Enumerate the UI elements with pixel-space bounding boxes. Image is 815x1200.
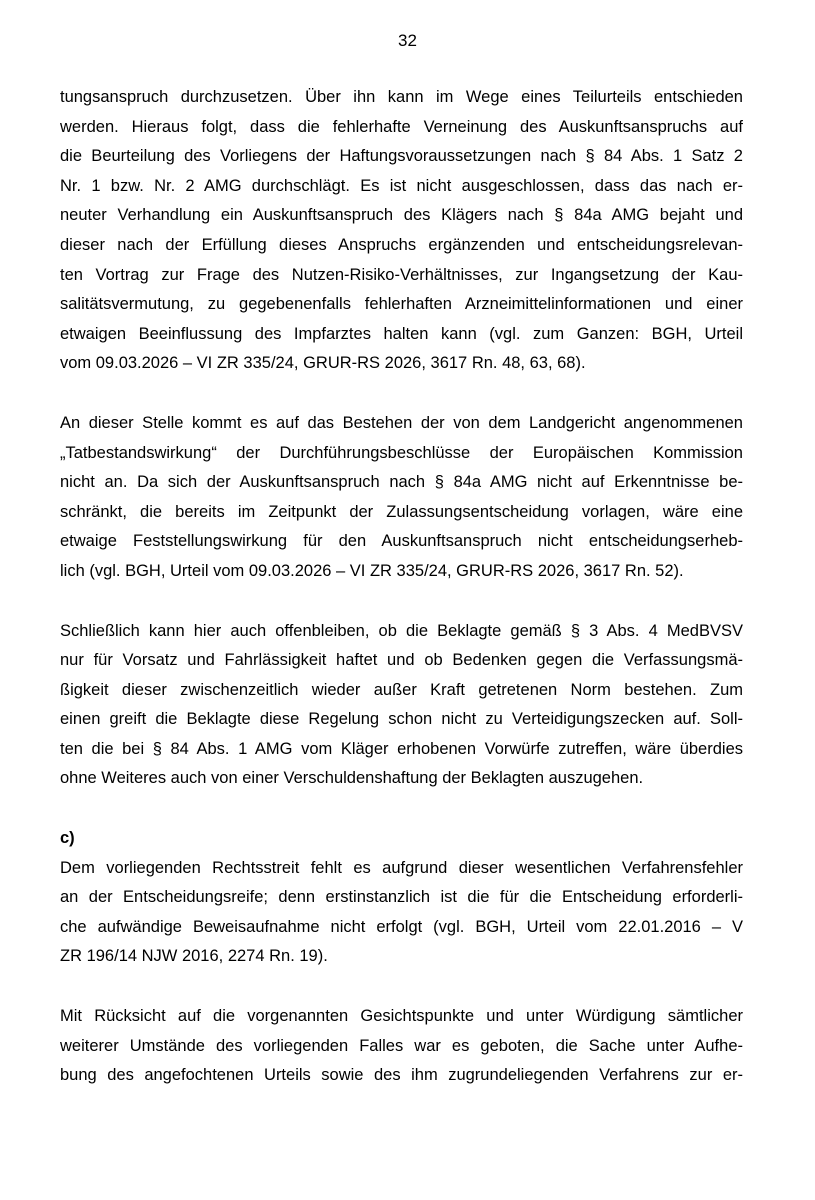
text-line: bung des angefochtenen Urteils sowie des ihm zugrundeliegenden Verfahrens zur er- bbox=[60, 1066, 743, 1085]
paragraph-spacer bbox=[60, 972, 743, 1002]
text-line: dieser nach der Erfüllung dieses Anspruchs ergänzenden und entscheidungsrelevan- bbox=[60, 235, 743, 254]
text-line: „Tatbestandswirkung“ der Durchführungsbeschlüsse der Europäischen Kommission bbox=[60, 443, 743, 462]
text-line: An dieser Stelle kommt es auf das Bestehen der von dem Landgericht angenommenen bbox=[60, 413, 743, 432]
text-line: weiterer Umstände des vorliegenden Falles war es geboten, die Sache unter Aufhe- bbox=[60, 1036, 743, 1055]
text-line: salitätsvermutung, zu gegebenenfalls fehlerhaften Arzneimittelinformationen und einer bbox=[60, 295, 743, 314]
text-line: Schließlich kann hier auch offenbleiben, ob die Beklagte gemäß § 3 Abs. 4 MedBVSV bbox=[60, 621, 743, 640]
paragraph-tatbestandswirkung bbox=[60, 409, 743, 587]
text-line: Dem vorliegenden Rechtsstreit fehlt es aufgrund dieser wesentlichen Verfahrensfehler bbox=[60, 858, 743, 877]
text-line: die Beurteilung des Vorliegens der Haftungsvoraussetzungen nach § 84 Abs. 1 Satz 2 bbox=[60, 147, 743, 166]
document-body bbox=[60, 83, 743, 1091]
text-line: nicht an. Da sich der Auskunftsanspruch nach § 84a AMG nicht auf Erkenntnisse be- bbox=[60, 473, 743, 492]
text-line: schränkt, die bereits im Zeitpunkt der Zulassungsentscheidung vorlagen, wäre eine bbox=[60, 502, 743, 521]
text-line: che aufwändige Beweisaufnahme nicht erfolgt (vgl. BGH, Urteil vom 22.01.2016 – V bbox=[60, 917, 743, 936]
text-line: nur für Vorsatz und Fahrlässigkeit haftet und ob Bedenken gegen die Verfassungsmä- bbox=[60, 651, 743, 670]
text-line: einen greift die Beklagte diese Regelung schon nicht zu Verteidigungszecken auf. Soll- bbox=[60, 710, 743, 729]
text-line: etwaigen Beeinflussung des Impfarztes halten kann (vgl. zum Ganzen: BGH, Urteil bbox=[60, 324, 743, 343]
paragraph-medbvsv bbox=[60, 617, 743, 795]
text-line: vom 09.03.2026 – VI ZR 335/24, GRUR-RS 2026, 3617 Rn. 48, 63, 68). bbox=[60, 354, 586, 373]
paragraph-entscheidungsreife bbox=[60, 854, 743, 972]
paragraph-spacer bbox=[60, 794, 743, 824]
text-line: ßigkeit dieser zwischenzeitlich wieder außer Kraft getretenen Norm bestehen. Zum bbox=[60, 680, 743, 699]
section-heading-c: c) bbox=[60, 829, 75, 848]
text-line: etwaige Feststellungswirkung für den Auskunftsanspruch nicht entscheidungserheb- bbox=[60, 532, 743, 551]
text-line: Nr. 1 bzw. Nr. 2 AMG durchschlägt. Es ist nicht ausgeschlossen, dass das nach er- bbox=[60, 176, 743, 195]
text-line: ten die bei § 84 Abs. 1 AMG vom Kläger erhobenen Vorwürfe zutreffen, wäre überdies bbox=[60, 739, 743, 758]
text-line: ten Vortrag zur Frage des Nutzen-Risiko-Verhältnisses, zur Ingangsetzung der Kau- bbox=[60, 265, 743, 284]
page-number: 32 bbox=[398, 31, 417, 50]
text-line: Mit Rücksicht auf die vorgenannten Gesichtspunkte und unter Würdigung sämtlicher bbox=[60, 1007, 743, 1026]
text-line: ZR 196/14 NJW 2016, 2274 Rn. 19). bbox=[60, 947, 328, 966]
text-line: neuter Verhandlung ein Auskunftsanspruch des Klägers nach § 84a AMG bejaht und bbox=[60, 206, 743, 225]
text-line: lich (vgl. BGH, Urteil vom 09.03.2026 – VI ZR 335/24, GRUR-RS 2026, 3617 Rn. 52). bbox=[60, 561, 684, 580]
paragraph-spacer bbox=[60, 379, 743, 409]
text-line: werden. Hieraus folgt, dass die fehlerhafte Verneinung des Auskunftsanspruchs auf bbox=[60, 117, 743, 136]
paragraph-spacer bbox=[60, 587, 743, 617]
paragraph-aufhebung bbox=[60, 1002, 743, 1091]
text-line: tungsanspruch durchzusetzen. Über ihn kann im Wege eines Teilurteils entschieden bbox=[60, 88, 743, 106]
text-line: ohne Weiteres auch von einer Verschuldenshaftung der Beklagten auszugehen. bbox=[60, 769, 644, 788]
paragraph-auskunftsanspruch bbox=[60, 83, 743, 379]
text-line: an der Entscheidungsreife; denn erstinstanzlich ist die für die Entscheidung erforderli- bbox=[60, 888, 743, 907]
